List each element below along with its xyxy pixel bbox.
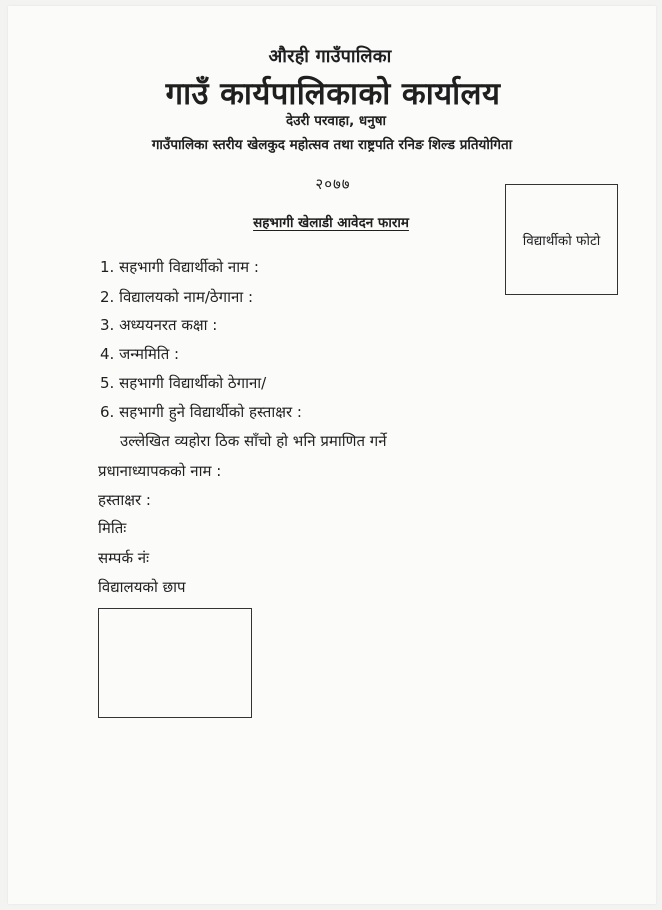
event-title: गाउँपालिका स्तरीय खेलकुद महोत्सव तथा राष्ट्रपति रनिङ शिल्ड प्रतियोगिता xyxy=(151,137,513,153)
principal-name-field: प्रधानाध्यापकको नाम : xyxy=(98,462,222,480)
date-field: मितिः xyxy=(98,519,127,537)
principal-signature-field: हस्ताक्षर : xyxy=(98,491,151,509)
school-seal-box xyxy=(98,608,252,718)
birth-date-field: 4. जन्ममिति : xyxy=(100,345,180,363)
student-name-field: 1. सहभागी विद्यार्थीको नाम : xyxy=(100,258,259,276)
year-label: २०७७ xyxy=(315,175,351,193)
certification-text: उल्लेखित व्यहोरा ठिक साँचो हो भनि प्रमाणित गर्ने xyxy=(120,432,387,450)
study-class-field: 3. अध्ययनरत कक्षा : xyxy=(100,316,218,334)
contact-number-field: सम्पर्क नंः xyxy=(98,549,150,567)
student-photo-box xyxy=(505,184,618,295)
form-title: सहभागी खेलाडी आवेदन फाराम xyxy=(253,215,409,231)
school-seal-label: विद्यालयको छाप xyxy=(98,578,186,596)
student-signature-field: 6. सहभागी हुने विद्यार्थीको हस्ताक्षर : xyxy=(100,403,302,421)
school-address-field: 2. विद्यालयको नाम/ठेगाना : xyxy=(100,288,253,306)
office-title: गाउँ कार्यपालिकाको कार्यालय xyxy=(165,76,501,112)
student-photo-label: विद्यार्थीको फोटो xyxy=(522,232,601,249)
municipality-name: औरही गाउँपालिका xyxy=(268,46,392,67)
office-location: देउरी परवाहा, धनुषा xyxy=(285,113,387,129)
student-address-field: 5. सहभागी विद्यार्थीको ठेगाना/ xyxy=(100,374,267,392)
